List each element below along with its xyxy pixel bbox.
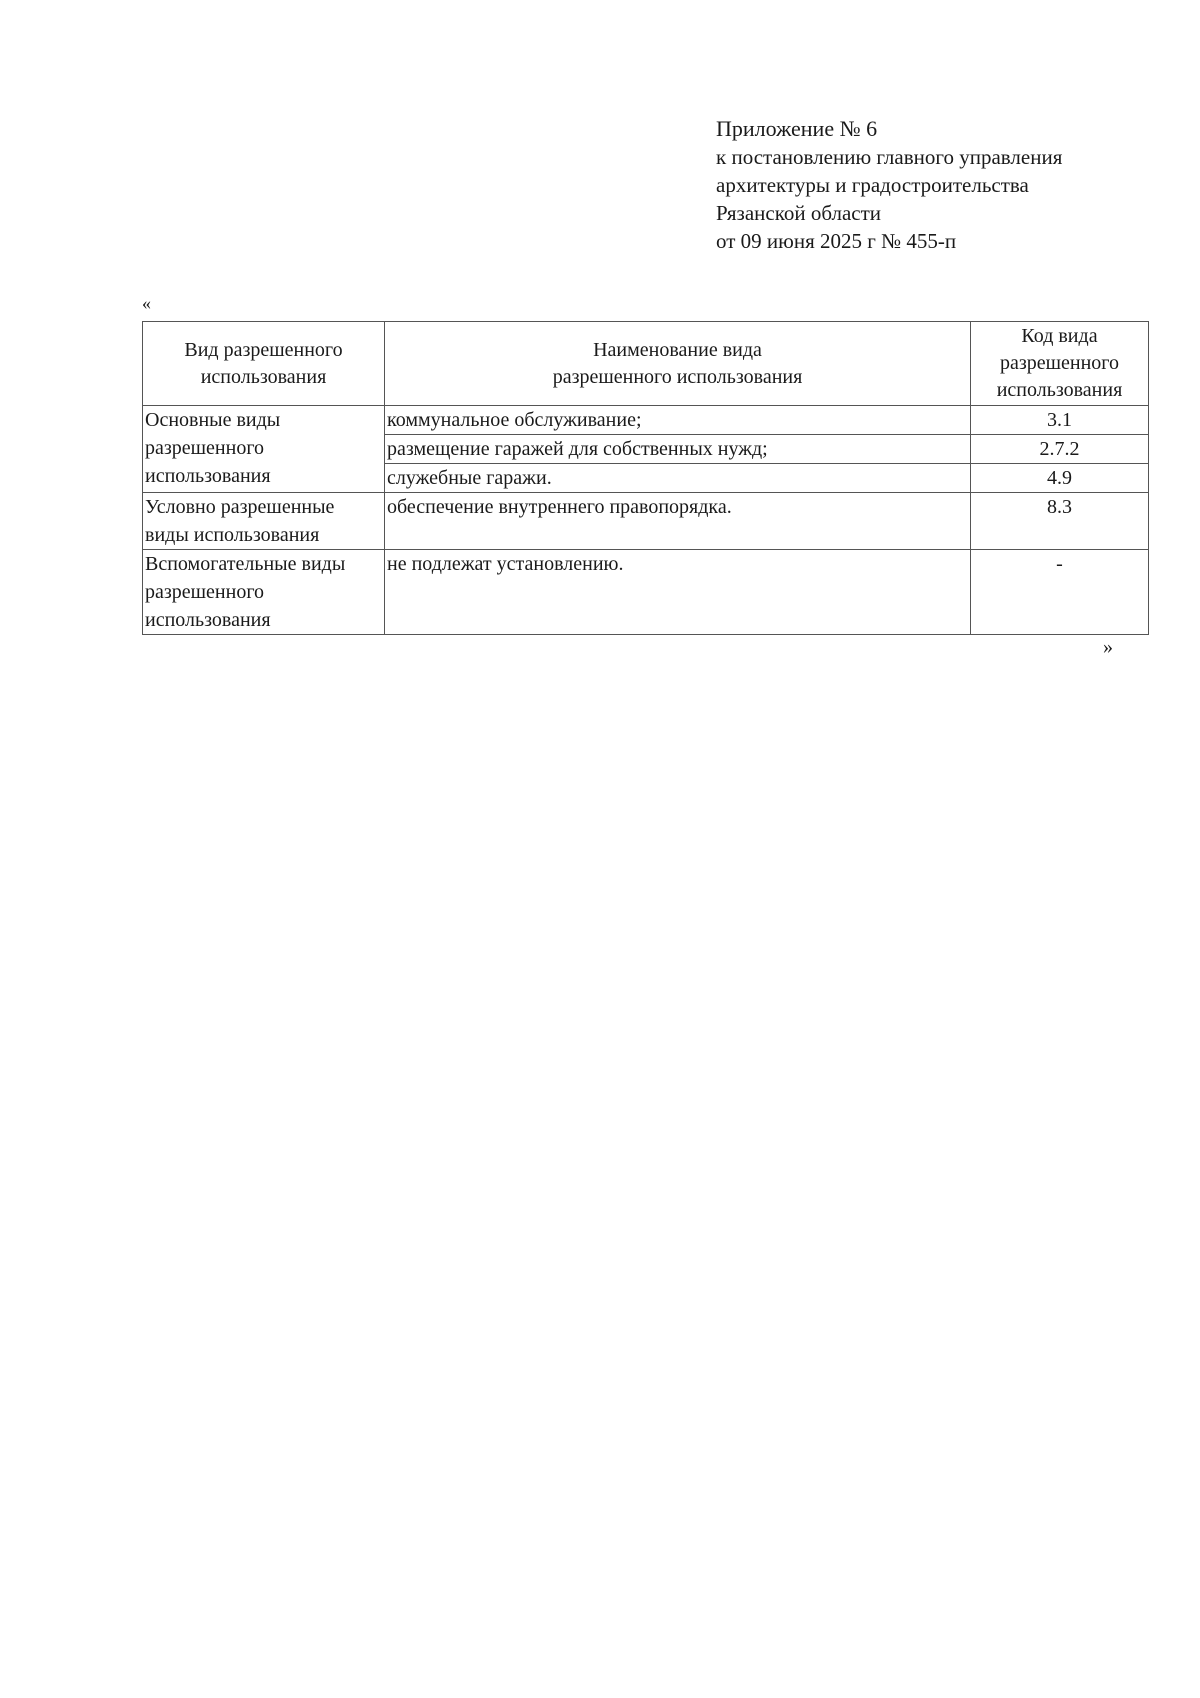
category-cell: Вспомогательные виды разрешенного использования	[143, 550, 385, 635]
header-use-type: Вид разрешенного использования	[143, 322, 385, 406]
appendix-header	[716, 115, 1156, 255]
use-name-cell: обеспечение внутреннего правопорядка.	[385, 493, 971, 550]
use-name-cell: коммунальное обслуживание;	[385, 406, 971, 435]
use-code-cell: 3.1	[971, 406, 1149, 435]
use-name-cell: не подлежат установлению.	[385, 550, 971, 635]
table-header-row	[143, 322, 1149, 406]
header-use-name	[385, 322, 971, 406]
use-code-cell: 4.9	[971, 464, 1149, 493]
use-name-cell: служебные гаражи.	[385, 464, 971, 493]
appendix-line: архитектуры и градостроительства	[716, 173, 1029, 197]
use-name-cell: размещение гаражей для собственных нужд;	[385, 435, 971, 464]
header-use-code: Код вида разрешенного использования	[971, 322, 1149, 406]
appendix-line: Рязанской области	[716, 201, 882, 225]
permitted-use-table	[142, 321, 1149, 635]
category-cell: Основные виды разрешенного использования	[143, 406, 385, 493]
table-row	[143, 550, 1149, 635]
use-code-cell: 2.7.2	[971, 435, 1149, 464]
closing-quote: »	[1103, 636, 1113, 658]
table-row	[143, 406, 1149, 435]
category-cell: Условно разрешенные виды использования	[143, 493, 385, 550]
appendix-line: к постановлению главного управления	[716, 145, 1063, 169]
appendix-title: Приложение № 6	[716, 116, 878, 141]
use-code-cell: -	[971, 550, 1149, 635]
header-use-name-line2: разрешенного использования	[552, 365, 803, 388]
table-row	[143, 493, 1149, 550]
header-use-name-line1: Наименование вида	[593, 338, 762, 361]
appendix-date-line: от 09 июня 2025 г № 455-п	[716, 229, 957, 253]
use-code-cell: 8.3	[971, 493, 1149, 550]
opening-quote: «	[142, 293, 151, 313]
